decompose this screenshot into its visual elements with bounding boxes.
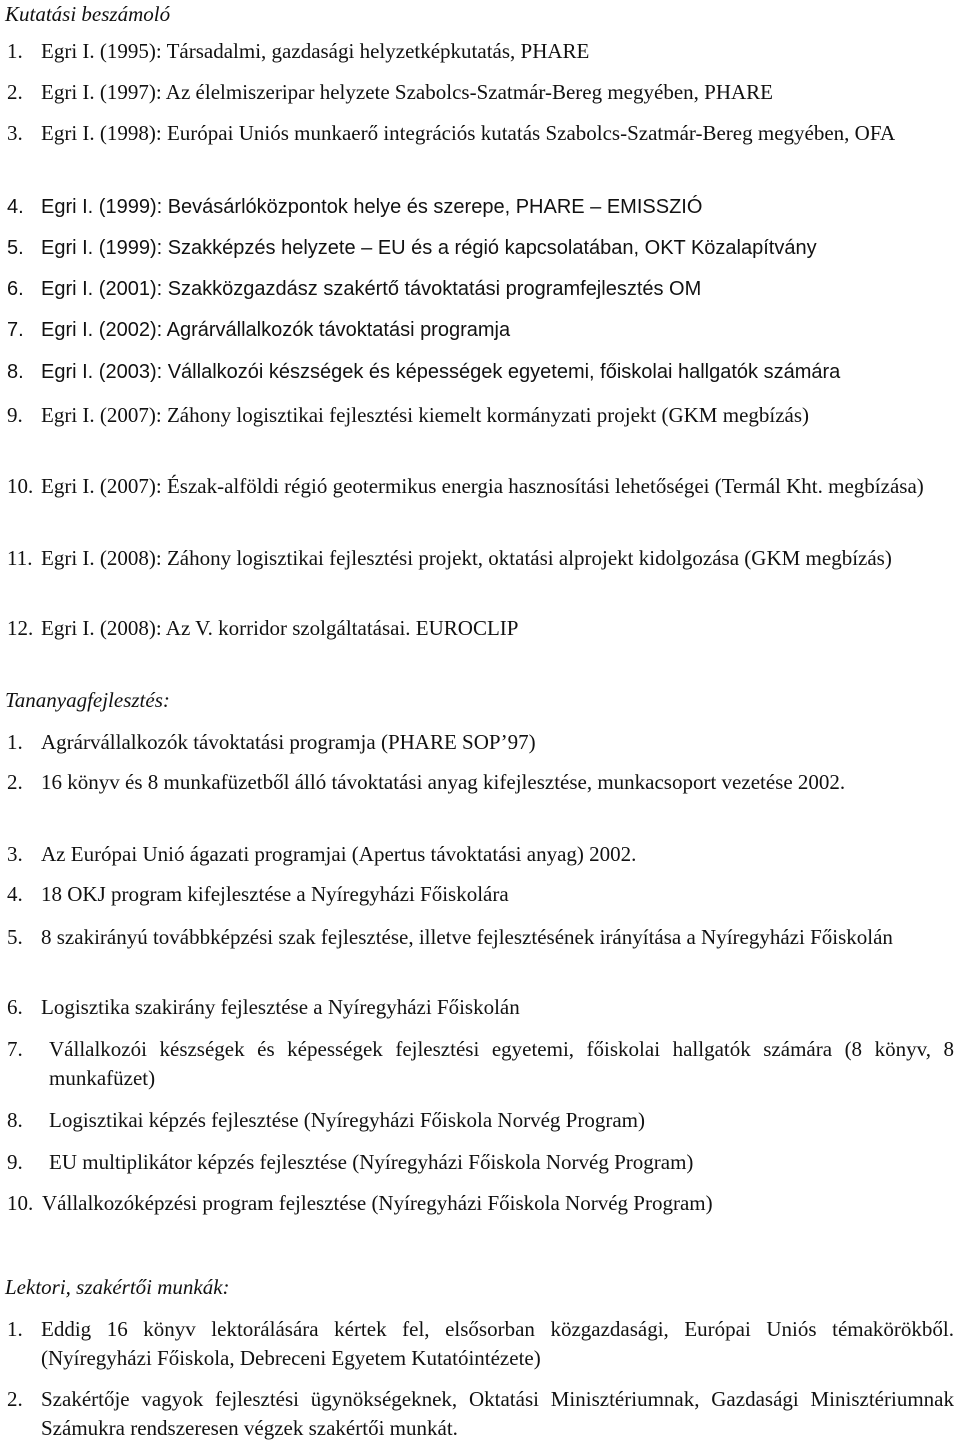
list-item	[7, 401, 954, 430]
list-item	[7, 472, 954, 501]
item-text: Egri I. (1998): Európai Uniós munkaerő integrációs kutatás Szabolcs-Szatmár-Bereg megyében, OFA	[41, 121, 896, 145]
list-item	[7, 234, 954, 263]
list-item	[7, 1385, 954, 1443]
item-text: Az Európai Unió ágazati programjai (Apertus távoktatási anyag) 2002.	[41, 842, 637, 866]
list-item	[7, 1148, 954, 1177]
item-text: Egri I. (1995): Társadalmi, gazdasági helyzetképkutatás, PHARE	[41, 39, 590, 63]
item-text: 16 könyv és 8 munkafüzetből álló távoktatási anyag kifejlesztése, munkacsoport vezetése 2002.	[41, 770, 846, 794]
item-text: 18 OKJ program kifejlesztése a Nyíregyházi Főiskolára	[41, 882, 509, 906]
list-item	[7, 1106, 954, 1135]
item-number: 3.	[7, 842, 23, 866]
item-text: Logisztikai képzés fejlesztése (Nyíregyházi Főiskola Norvég Program)	[49, 1108, 645, 1132]
item-text: Vállalkozói készségek és képességek fejlesztési egyetemi, főiskolai hallgatók számára (8 könyv, 8 munkafüzet)	[49, 1037, 954, 1090]
item-number: 2.	[7, 1387, 23, 1411]
item-text: Egri I. (2008): Záhony logisztikai fejlesztési projekt, oktatási alprojekt kidolgozása (GKM megbízás)	[41, 546, 892, 570]
item-number: 1.	[7, 730, 23, 754]
item-number: 6.	[7, 278, 24, 300]
list-item	[7, 840, 954, 869]
list-item	[7, 880, 954, 909]
list-item	[7, 358, 954, 387]
item-number: 1.	[7, 1317, 23, 1341]
item-text: EU multiplikátor képzés fejlesztése (Nyíregyházi Főiskola Norvég Program)	[49, 1150, 694, 1174]
item-text: Egri I. (2007): Észak-alföldi régió geotermikus energia hasznosítási lehetőségei (Termál Kht. megbízása)	[41, 474, 924, 498]
item-text: Szakértője vagyok fejlesztési ügynökségeknek, Oktatási Minisztériumnak, Gazdasági Minisztériumnak Számukra rendszeresen végzek szakértői munkát.	[41, 1387, 954, 1440]
list-item	[7, 193, 954, 222]
item-number: 7.	[7, 1037, 23, 1061]
item-number: 11.	[7, 546, 33, 570]
list-item	[7, 614, 954, 643]
item-number: 4.	[7, 196, 24, 218]
item-number: 2.	[7, 770, 23, 794]
item-number: 9.	[7, 1150, 23, 1174]
item-text: Egri I. (1999): Szakképzés helyzete – EU és a régió kapcsolatában, OKT Közalapítvány	[41, 237, 817, 259]
item-text: 8 szakirányú továbbképzési szak fejlesztése, illetve fejlesztésének irányítása a Nyíregyházi Főiskolán	[41, 925, 893, 949]
item-text: Logisztika szakirány fejlesztése a Nyíregyházi Főiskolán	[41, 995, 520, 1019]
section-heading-review-work: Lektori, szakértői munkák:	[5, 1275, 230, 1299]
list-item	[7, 1189, 954, 1218]
section-heading-research: Kutatási beszámoló	[5, 2, 171, 26]
item-number: 5.	[7, 237, 24, 259]
item-number: 9.	[7, 403, 23, 427]
item-number: 1.	[7, 39, 23, 63]
item-number: 8.	[7, 361, 24, 383]
item-number: 10.	[7, 1191, 34, 1215]
list-item	[7, 923, 954, 952]
item-number: 8.	[7, 1108, 23, 1132]
section-heading-curriculum: Tananyagfejlesztés:	[5, 688, 170, 712]
item-text: Eddig 16 könyv lektorálására kértek fel, elsősorban közgazdasági, Európai Uniós témakörökből. (Nyíregyházi Főiskola, Debreceni Egyetem Kutatóintézete)	[41, 1317, 954, 1370]
item-number: 6.	[7, 995, 23, 1019]
item-number: 4.	[7, 882, 23, 906]
item-text: Egri I. (2008): Az V. korridor szolgáltatásai. EUROCLIP	[41, 616, 519, 640]
list-item	[7, 728, 954, 757]
item-text: Agrárvállalkozók távoktatási programja (PHARE SOP’97)	[41, 730, 536, 754]
list-item	[7, 316, 954, 345]
item-text: Egri I. (2001): Szakközgazdász szakértő távoktatási programfejlesztés OM	[41, 278, 702, 300]
item-text: Egri I. (2007): Záhony logisztikai fejlesztési kiemelt kormányzati projekt (GKM megbízás)	[41, 403, 810, 427]
item-text: Egri I. (2002): Agrárvállalkozók távoktatási programja	[41, 319, 511, 341]
item-number: 12.	[7, 616, 34, 640]
list-item	[7, 768, 954, 797]
item-number: 2.	[7, 80, 23, 104]
list-item	[7, 78, 954, 107]
list-item	[7, 1315, 954, 1373]
list-item	[7, 119, 954, 148]
item-text: Egri I. (1999): Bevásárlóközpontok helye és szerepe, PHARE – EMISSZIÓ	[41, 196, 703, 218]
list-item	[7, 275, 954, 304]
list-item	[7, 544, 954, 573]
item-text: Vállalkozóképzési program fejlesztése (Nyíregyházi Főiskola Norvég Program)	[42, 1191, 713, 1215]
list-item	[7, 1035, 954, 1093]
list-item	[7, 993, 954, 1022]
item-text: Egri I. (2003): Vállalkozói készségek és képességek egyetemi, főiskolai hallgatók számára	[41, 361, 841, 383]
item-number: 10.	[7, 474, 34, 498]
item-number: 5.	[7, 925, 23, 949]
list-item	[7, 37, 954, 66]
item-number: 3.	[7, 121, 23, 145]
item-text: Egri I. (1997): Az élelmiszeripar helyzete Szabolcs-Szatmár-Bereg megyében, PHARE	[41, 80, 773, 104]
item-number: 7.	[7, 319, 24, 341]
